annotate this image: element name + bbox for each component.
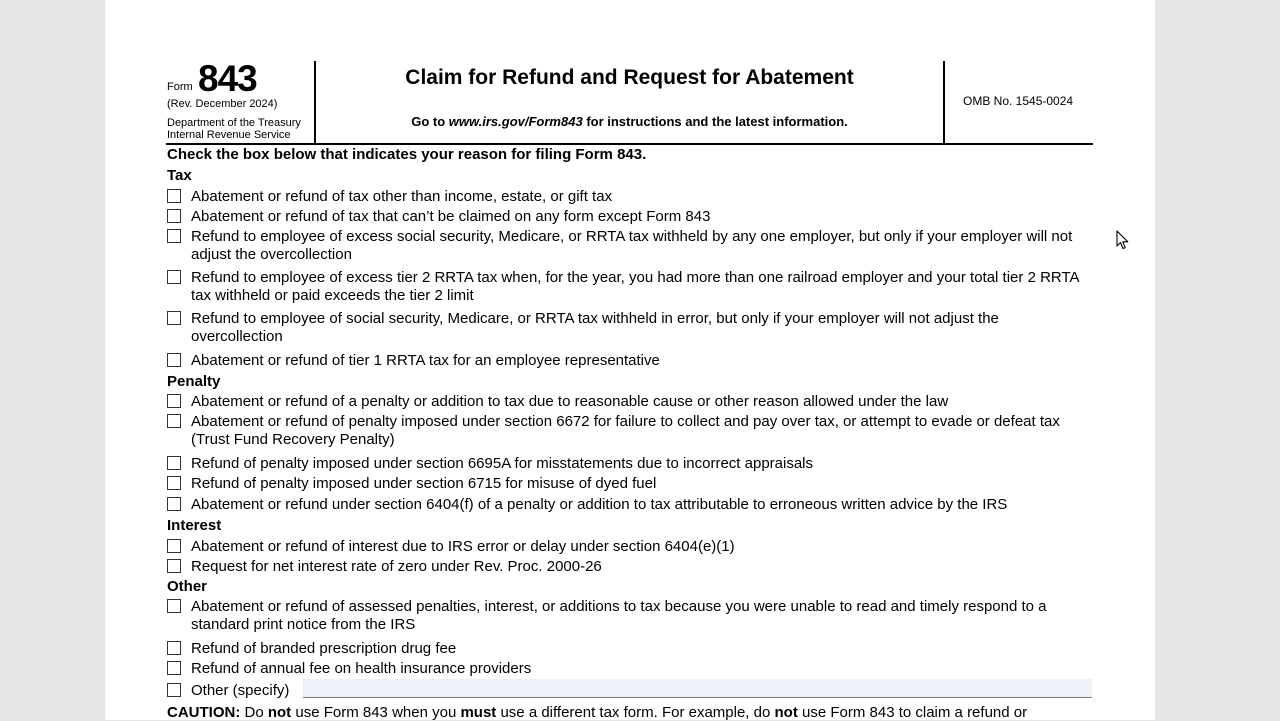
checkbox[interactable]	[167, 189, 181, 203]
caution-text: use Form 843 when you	[295, 704, 457, 721]
caution-text: use Form 843 to claim a refund or	[802, 704, 1028, 721]
checkbox[interactable]	[167, 539, 181, 553]
department-block	[167, 117, 301, 141]
header-divider-right	[943, 61, 945, 143]
checkbox-label: Abatement or refund of tax other than income, estate, or gift tax	[191, 188, 613, 205]
instructions-link-line	[316, 114, 943, 129]
checkbox-label: Abatement or refund of assessed penalties, interest, or additions to tax because you were unable to read and timely respond to a standard print notice from the IRS	[191, 598, 1047, 633]
form-number: 843	[198, 58, 257, 99]
omb-number: OMB No. 1545-0024	[963, 94, 1074, 108]
caution-emphasis: not	[267, 704, 292, 721]
caution-label: CAUTION:	[167, 704, 241, 721]
checkbox[interactable]	[167, 683, 181, 697]
caution-note	[167, 704, 1027, 721]
goto-suffix: for instructions and the latest information.	[586, 114, 848, 129]
checkbox[interactable]	[167, 641, 181, 655]
checkbox-label: Refund of annual fee on health insurance providers	[191, 660, 532, 677]
checkbox[interactable]	[167, 559, 181, 573]
checkbox-label: Refund to employee of social security, Medicare, or RRTA tax withheld in error, but only if your employer will not adjust the overcollection	[191, 310, 999, 345]
checkbox-label: Abatement or refund of penalty imposed under section 6672 for failure to collect and pay over tax, or attempt to evade or defeat tax (Trust Fund Recovery Penalty)	[191, 413, 1060, 448]
section-heading-tax: Tax	[167, 167, 192, 184]
filing-reason-instruction: Check the box below that indicates your reason for filing Form 843.	[167, 146, 647, 163]
checkbox[interactable]	[167, 311, 181, 325]
checkbox[interactable]	[167, 497, 181, 511]
section-heading-penalty: Penalty	[167, 373, 221, 390]
header-rule	[166, 143, 1093, 145]
checkbox-label: Refund of branded prescription drug fee	[191, 640, 457, 657]
section-heading-interest: Interest	[167, 517, 222, 534]
department-line: Department of the Treasury	[167, 117, 301, 129]
caution-emphasis: not	[774, 704, 798, 721]
checkbox-label: Refund of penalty imposed under section 6715 for misuse of dyed fuel	[191, 475, 657, 492]
checkbox-label: Abatement or refund under section 6404(f) of a penalty or addition to tax attributable to erroneous written advice by the IRS	[191, 496, 1008, 513]
checkbox-label: Other (specify)	[191, 682, 290, 699]
mouse-pointer-icon	[1116, 230, 1130, 250]
checkbox[interactable]	[167, 476, 181, 490]
checkbox-label: Abatement or refund of interest due to IRS error or delay under section 6404(e)(1)	[191, 538, 735, 555]
caution-text: Do	[244, 704, 264, 721]
checkbox-label: Abatement or refund of tax that can’t be claimed on any form except Form 843	[191, 208, 711, 225]
section-heading-other: Other	[167, 578, 208, 595]
checkbox-label: Abatement or refund of tier 1 RRTA tax for an employee representative	[191, 352, 660, 369]
form-title: Claim for Refund and Request for Abatement	[405, 66, 854, 89]
checkbox-label: Refund to employee of excess social security, Medicare, or RRTA tax withheld by any one employer, but only if your employer will not adjust the overcollection	[191, 228, 1073, 263]
checkbox[interactable]	[167, 456, 181, 470]
other-specify-input[interactable]	[303, 679, 1092, 698]
checkbox[interactable]	[167, 270, 181, 284]
irs-url-link[interactable]: www.irs.gov/Form843	[448, 114, 583, 129]
checkbox[interactable]	[167, 661, 181, 675]
caution-text: use a different tax form. For example, do	[500, 704, 771, 721]
checkbox[interactable]	[167, 414, 181, 428]
form-revision: (Rev. December 2024)	[167, 98, 278, 110]
checkbox[interactable]	[167, 394, 181, 408]
checkbox[interactable]	[167, 599, 181, 613]
goto-prefix: Go to	[411, 114, 446, 129]
checkbox-label: Request for net interest rate of zero under Rev. Proc. 2000-26	[191, 558, 602, 575]
checkbox-label: Refund of penalty imposed under section 6695A for misstatements due to incorrect appraisals	[191, 455, 814, 472]
checkbox-label: Refund to employee of excess tier 2 RRTA tax when, for the year, you had more than one railroad employer and your total tier 2 RRTA tax withheld or paid exceeds the tier 2 limit	[191, 269, 1079, 304]
checkbox[interactable]	[167, 353, 181, 367]
agency-line: Internal Revenue Service	[167, 129, 291, 141]
form-label: Form	[167, 81, 193, 93]
caution-emphasis: must	[460, 704, 497, 721]
checkbox[interactable]	[167, 229, 181, 243]
checkbox[interactable]	[167, 209, 181, 223]
checkbox-label: Abatement or refund of a penalty or addition to tax due to reasonable cause or other reason allowed under the law	[191, 393, 949, 410]
